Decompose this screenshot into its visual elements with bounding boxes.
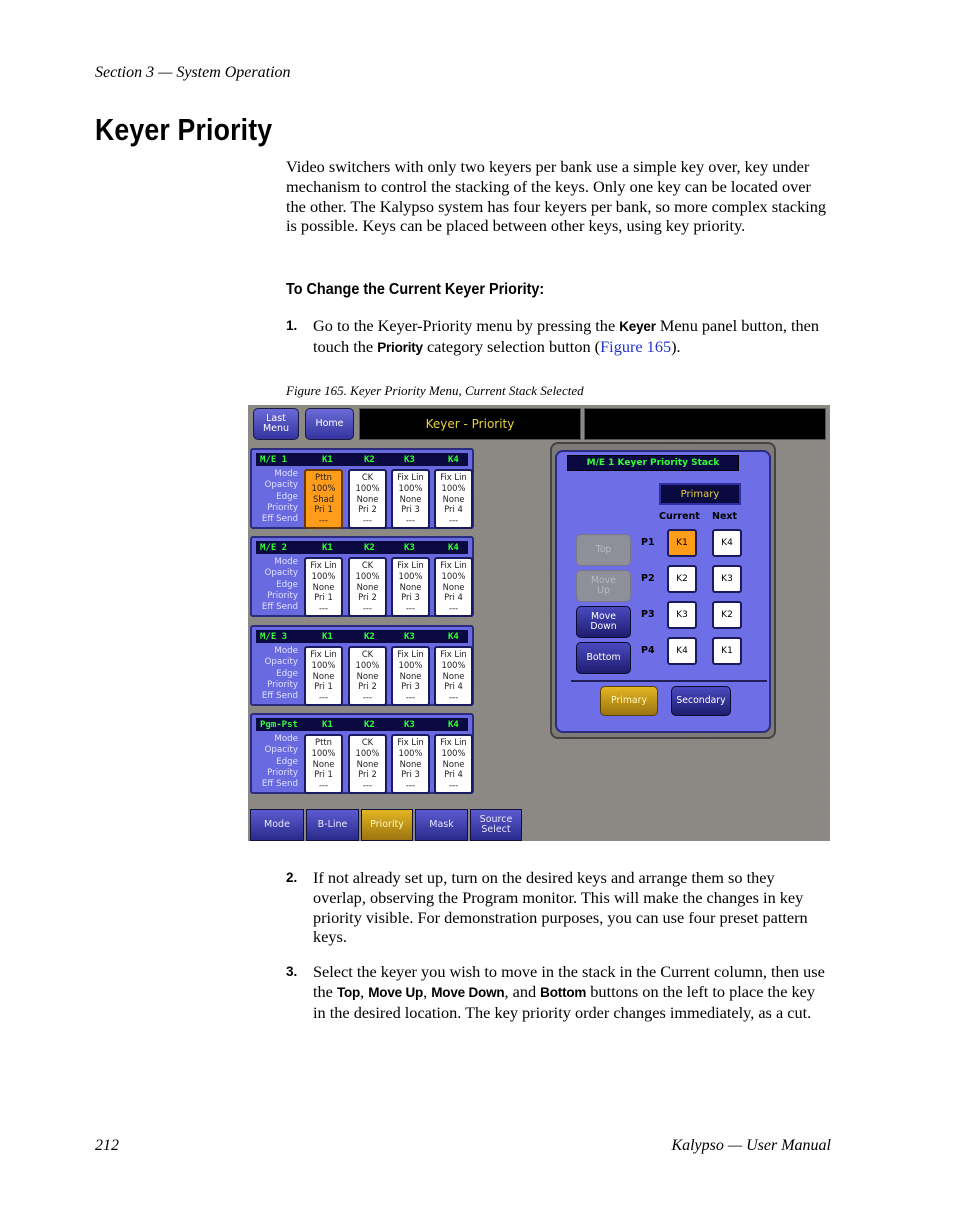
step-number: 2.: [286, 870, 298, 885]
row-labels: [252, 734, 298, 790]
keyer-column-label: K3: [404, 719, 415, 730]
keyer-column-label: K2: [364, 719, 375, 730]
keyer-value: CK: [361, 737, 374, 747]
keyer-term: Keyer: [619, 319, 656, 334]
keyer-value: 100%: [311, 570, 336, 581]
keyer-button[interactable]: [304, 469, 343, 529]
menu-title-bar: [359, 408, 581, 440]
row-label: Edge: [276, 756, 298, 767]
keyer-value: Fix Lin: [397, 560, 424, 570]
keyer-column-label: K4: [448, 542, 459, 553]
bank-panel: [250, 625, 474, 706]
keyer-value: Fix Lin: [397, 737, 424, 747]
row-label: Priority: [267, 590, 298, 601]
keyer-value: None: [399, 493, 422, 504]
row-label: Mode: [274, 646, 298, 656]
row-labels: [252, 646, 298, 702]
keyer-value: Pri 3: [401, 504, 420, 515]
keyer-value: Pri 3: [401, 681, 420, 692]
keyer-value: Fix Lin: [440, 560, 467, 570]
keyer-value: Pri 2: [358, 592, 377, 603]
primary-button[interactable]: [600, 686, 658, 716]
keyer-column-label: K4: [448, 631, 459, 642]
keyer-value: Pri 3: [401, 592, 420, 603]
intro-paragraph: Video switchers with only two keyers per bank use a simple key over, key under mechanism to control the stacking of the keys. Only one key can be located over the other. The Kalypso system has four keyers per bank, so more complex stacking is possible. Keys can be placed between other keys, using key priority.: [286, 157, 827, 236]
keyer-value: Pri 1: [314, 504, 333, 515]
step-1: [286, 316, 831, 358]
keyer-value: Pri 2: [358, 769, 377, 780]
keyer-value: 100%: [311, 482, 336, 493]
row-label: Edge: [276, 668, 298, 679]
row-label: Opacity: [264, 480, 298, 491]
running-header: Section 3 — System Operation: [95, 64, 291, 81]
keyer-value: Pttn: [315, 737, 332, 747]
step-number: 3.: [286, 964, 298, 979]
keyer-value: None: [399, 670, 422, 681]
keyer-value: None: [442, 493, 465, 504]
primary-label: Primary: [611, 695, 647, 706]
current-keyer-button[interactable]: K3: [667, 601, 697, 629]
step-text: Go to the Keyer-Priority menu by pressing the: [313, 316, 620, 335]
keyer-value: None: [312, 758, 335, 769]
step-text: buttons on the left to place the key in the desired location. The key priority order changes immediately, as a cut.: [313, 981, 815, 1022]
current-keyer-button[interactable]: K4: [667, 637, 697, 665]
row-label: Mode: [274, 734, 298, 744]
keyer-column-label: K3: [404, 454, 415, 465]
keyer-value: 100%: [398, 747, 423, 758]
bank-header: [256, 630, 468, 643]
step-text: ).: [671, 336, 681, 356]
bank-name: M/E 1: [260, 454, 288, 465]
keyer-column-label: K3: [404, 631, 415, 642]
secondary-label: Secondary: [676, 695, 726, 706]
keyer-value: Fix Lin: [440, 472, 467, 482]
bank-name: M/E 2: [260, 542, 288, 553]
keyer-value: 100%: [355, 659, 380, 670]
tab-mode[interactable]: [250, 809, 304, 841]
keyer-value: ---: [405, 603, 416, 614]
keyer-value: ---: [362, 780, 373, 791]
keyer-button[interactable]: [304, 734, 343, 794]
next-keyer-button[interactable]: K4: [712, 529, 742, 557]
keyer-value: ---: [362, 515, 373, 526]
keyer-value: CK: [361, 472, 374, 482]
keyer-value: None: [312, 670, 335, 681]
step-2: [286, 868, 831, 947]
current-keyer-button[interactable]: K1: [667, 529, 697, 557]
move-up-label: Up: [597, 585, 610, 596]
move-up-button[interactable]: [576, 570, 631, 602]
keyer-value: Shad: [312, 493, 335, 504]
bank-name: Pgm-Pst: [260, 719, 298, 730]
tab-b-line[interactable]: [306, 809, 359, 841]
menu-title: Keyer - Priority: [425, 417, 515, 431]
keyer-button[interactable]: [348, 469, 387, 529]
footer-title: Kalypso — User Manual: [671, 1137, 831, 1154]
keyer-button[interactable]: [434, 646, 473, 706]
tab-label: Priority: [370, 819, 404, 830]
stack-title: M/E 1 Keyer Priority Stack: [567, 455, 739, 471]
last-menu-label: Menu: [262, 423, 290, 434]
row-label: Opacity: [264, 745, 298, 756]
row-label: Eff Send: [261, 514, 298, 525]
row-label: Mode: [274, 557, 298, 567]
step-text: ,: [360, 981, 369, 1001]
keyer-value: 100%: [441, 747, 466, 758]
tab-label: Source: [479, 814, 513, 825]
row-label: Eff Send: [261, 602, 298, 613]
home-label: Home: [315, 418, 344, 429]
secondary-button[interactable]: [671, 686, 731, 716]
keyer-column-label: K2: [364, 454, 375, 465]
tab-mask[interactable]: [415, 809, 468, 841]
keyer-value: None: [356, 581, 379, 592]
bank-panel: [250, 713, 474, 794]
menu-title-bar-right: [584, 408, 826, 440]
keyer-value: Pri 2: [358, 681, 377, 692]
keyer-value: None: [312, 581, 335, 592]
keyer-button[interactable]: [391, 646, 430, 706]
next-keyer-button[interactable]: K2: [712, 601, 742, 629]
move-up-label: Move: [591, 575, 616, 586]
tab-label: B-Line: [317, 819, 348, 830]
tab-label: Mask: [429, 819, 454, 830]
keyer-column-label: K2: [364, 631, 375, 642]
priority-term: Priority: [377, 339, 423, 355]
keyer-value: Pri 1: [314, 681, 333, 692]
keyer-value: 100%: [398, 482, 423, 493]
priority-level-label: P4: [641, 645, 655, 656]
keyer-button[interactable]: [434, 557, 473, 617]
keyer-value: None: [356, 758, 379, 769]
keyer-button[interactable]: [391, 734, 430, 794]
keyer-value: Fix Lin: [397, 649, 424, 659]
keyer-value: Fix Lin: [310, 649, 337, 659]
keyer-priority-screenshot: [248, 405, 830, 841]
keyer-button[interactable]: [348, 734, 387, 794]
keyer-value: 100%: [398, 659, 423, 670]
keyer-value: Pri 3: [401, 769, 420, 780]
step-number: 1.: [286, 318, 298, 333]
next-keyer-button[interactable]: K3: [712, 565, 742, 593]
keyer-value: 100%: [355, 570, 380, 581]
bank-header: [256, 718, 468, 731]
move-up-term: Move Up: [368, 984, 424, 1000]
step-text: , and: [504, 981, 541, 1001]
keyer-value: None: [442, 581, 465, 592]
keyer-value: 100%: [441, 482, 466, 493]
row-label: Eff Send: [261, 691, 298, 702]
current-keyer-button[interactable]: K2: [667, 565, 697, 593]
row-label: Eff Send: [261, 779, 298, 790]
keyer-value: ---: [405, 780, 416, 791]
procedure-heading: To Change the Current Keyer Priority:: [286, 281, 545, 298]
keyer-column-label: K4: [448, 454, 459, 465]
row-label: Priority: [267, 502, 298, 513]
keyer-value: Pri 4: [444, 769, 463, 780]
priority-level-label: P1: [641, 537, 655, 548]
move-down-button[interactable]: [576, 606, 631, 638]
keyer-value: 100%: [441, 570, 466, 581]
keyer-button[interactable]: [348, 646, 387, 706]
priority-level-label: P3: [641, 609, 655, 620]
keyer-value: Fix Lin: [440, 737, 467, 747]
keyer-value: 100%: [311, 659, 336, 670]
keyer-value: Fix Lin: [397, 472, 424, 482]
keyer-button[interactable]: [304, 646, 343, 706]
step-text: Select the keyer you wish to move in the stack in the Current column, then use the: [313, 962, 825, 1001]
bank-header: [256, 541, 468, 554]
row-label: Mode: [274, 469, 298, 479]
keyer-column-label: K3: [404, 542, 415, 553]
keyer-value: ---: [405, 515, 416, 526]
move-down-label: Down: [590, 621, 617, 632]
keyer-column-label: K1: [322, 542, 333, 553]
keyer-value: Pri 2: [358, 504, 377, 515]
keyer-value: ---: [448, 780, 459, 791]
stack-divider: [571, 680, 767, 682]
keyer-value: Pri 1: [314, 769, 333, 780]
keyer-value: ---: [318, 780, 329, 791]
tab-label: Mode: [264, 819, 290, 830]
row-label: Priority: [267, 767, 298, 778]
figure-caption: Figure 165. Keyer Priority Menu, Current Stack Selected: [286, 383, 584, 398]
tab-priority[interactable]: [361, 809, 413, 841]
keyer-value: 100%: [398, 570, 423, 581]
keyer-value: Fix Lin: [440, 649, 467, 659]
keyer-button[interactable]: [391, 557, 430, 617]
row-label: Edge: [276, 579, 298, 590]
keyer-value: ---: [362, 692, 373, 703]
bank-panel: [250, 448, 474, 529]
move-down-label: Move: [591, 611, 616, 622]
top-term: Top: [336, 984, 361, 1000]
next-keyer-button[interactable]: K1: [712, 637, 742, 665]
priority-level-label: P2: [641, 573, 655, 584]
bottom-label: Bottom: [586, 652, 621, 663]
stack-mode-display: Primary: [659, 483, 741, 505]
next-column-header: Next: [712, 511, 738, 522]
keyer-value: 100%: [355, 482, 380, 493]
step-text: ,: [423, 981, 432, 1001]
keyer-value: ---: [405, 692, 416, 703]
keyer-value: None: [399, 758, 422, 769]
row-labels: [252, 469, 298, 525]
keyer-value: ---: [318, 515, 329, 526]
tab-source-select[interactable]: [470, 809, 522, 841]
current-column-header: Current: [659, 511, 700, 522]
keyer-value: ---: [318, 603, 329, 614]
keyer-value: Pri 4: [444, 592, 463, 603]
keyer-button[interactable]: [434, 469, 473, 529]
bank-panel: [250, 536, 474, 617]
step-text: If not already set up, turn on the desired keys and arrange them so they overlap, observing the Program monitor. This will make the changes in key priority visible. For demonstration purposes, you can use four preset pattern keys.: [313, 868, 808, 947]
row-label: Edge: [276, 491, 298, 502]
keyer-value: Pri 4: [444, 681, 463, 692]
bottom-button[interactable]: [576, 642, 631, 674]
step-3: [286, 962, 831, 1022]
keyer-value: Fix Lin: [310, 560, 337, 570]
bank-header: [256, 453, 468, 466]
row-label: Opacity: [264, 568, 298, 579]
keyer-column-label: K1: [322, 719, 333, 730]
step-text: Menu panel button, then touch the: [313, 316, 820, 356]
keyer-value: None: [442, 670, 465, 681]
bank-name: M/E 3: [260, 631, 288, 642]
move-down-term: Move Down: [431, 984, 505, 1000]
last-menu-label: Last: [266, 413, 286, 424]
keyer-value: Pttn: [315, 472, 332, 482]
row-label: Priority: [267, 679, 298, 690]
keyer-value: CK: [361, 649, 374, 659]
step-text: category selection button (: [422, 336, 601, 356]
keyer-value: 100%: [311, 747, 336, 758]
keyer-value: CK: [361, 560, 374, 570]
row-labels: [252, 557, 298, 613]
keyer-value: Pri 1: [314, 592, 333, 603]
page-number: 212: [95, 1137, 119, 1154]
last-menu-button[interactable]: [253, 408, 299, 440]
priority-stack-panel: [555, 450, 771, 733]
keyer-value: None: [399, 581, 422, 592]
keyer-button[interactable]: [391, 469, 430, 529]
keyer-value: Pri 4: [444, 504, 463, 515]
keyer-value: 100%: [355, 747, 380, 758]
keyer-value: ---: [448, 515, 459, 526]
keyer-value: None: [356, 670, 379, 681]
top-button[interactable]: [576, 534, 631, 566]
keyer-button[interactable]: [304, 557, 343, 617]
keyer-value: ---: [448, 603, 459, 614]
keyer-button[interactable]: [434, 734, 473, 794]
keyer-column-label: K4: [448, 719, 459, 730]
keyer-column-label: K1: [322, 454, 333, 465]
tab-label: Select: [481, 824, 511, 835]
keyer-value: 100%: [441, 659, 466, 670]
keyer-value: ---: [318, 692, 329, 703]
keyer-value: None: [442, 758, 465, 769]
keyer-value: None: [356, 493, 379, 504]
keyer-value: ---: [448, 692, 459, 703]
bottom-term: Bottom: [540, 984, 587, 1000]
keyer-column-label: K2: [364, 542, 375, 553]
keyer-column-label: K1: [322, 631, 333, 642]
figure-165-link[interactable]: Figure 165: [600, 336, 672, 356]
top-label: Top: [595, 544, 612, 555]
keyer-button[interactable]: [348, 557, 387, 617]
row-label: Opacity: [264, 657, 298, 668]
keyer-value: ---: [362, 603, 373, 614]
home-button[interactable]: [305, 408, 354, 440]
page-title: Keyer Priority: [95, 112, 273, 147]
